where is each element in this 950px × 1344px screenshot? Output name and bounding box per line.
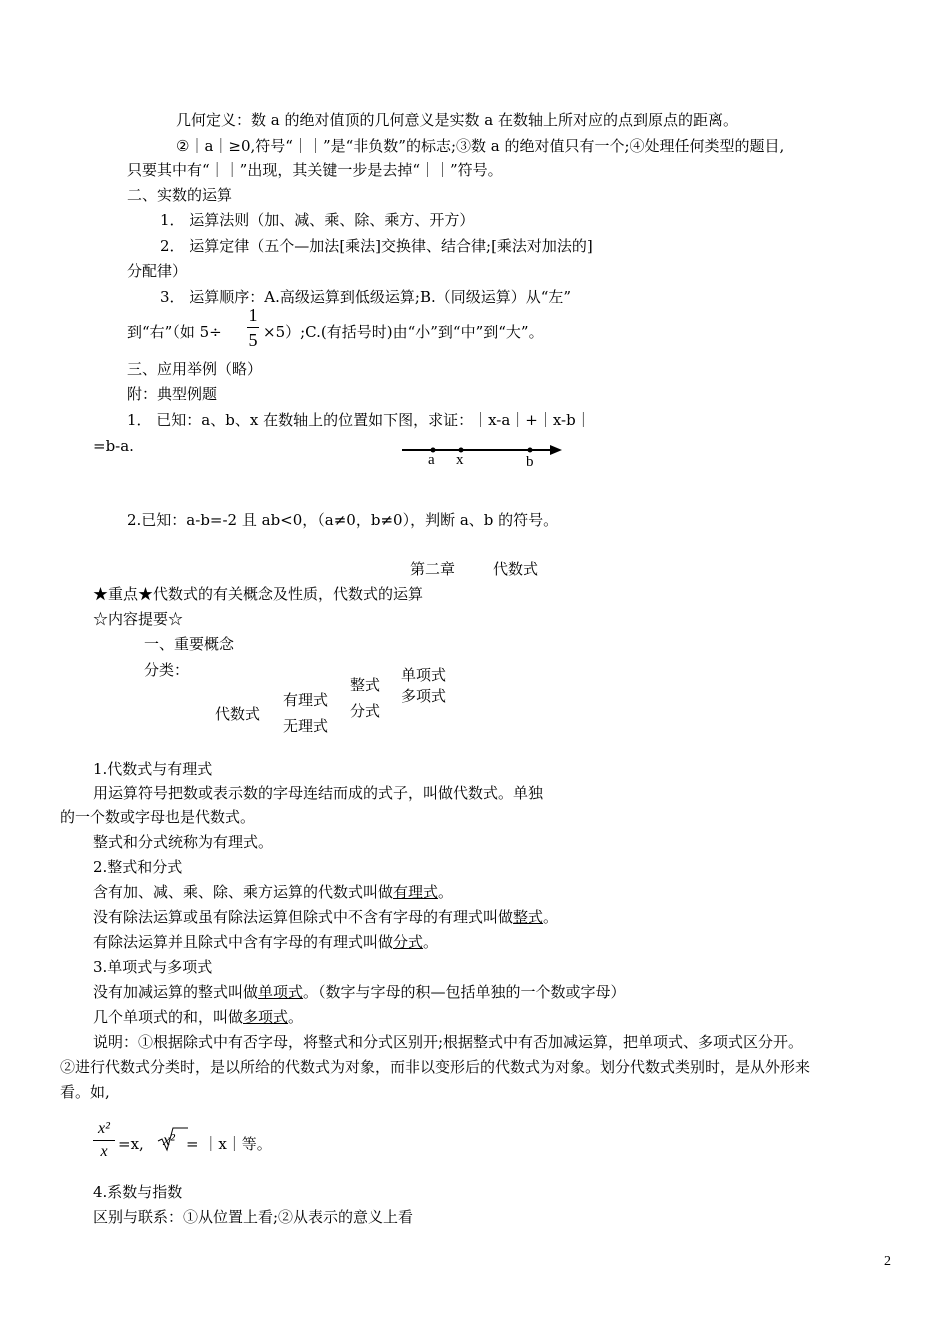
class-monomial: 单项式 — [401, 666, 447, 684]
chapter-title: 代数式 — [493, 560, 539, 578]
fraction-bar — [93, 1140, 115, 1141]
text-line: 整式和分式统称为有理式。 — [93, 833, 274, 851]
class-fractional: 分式 — [350, 702, 381, 720]
text-line — [93, 1007, 303, 1027]
text-line: 1． 运算法则（加、减、乘、除、乘方、开方） — [160, 211, 475, 229]
text-span: 有除法运算并且除式中含有字母的有理式叫做 — [93, 933, 394, 951]
text-span: =x, — [118, 1135, 144, 1153]
text-span: 。（数字与字母的积—包括单独的一个数或字母） — [303, 983, 626, 1001]
text-span: 含有加、减、乘、除、乘方运算的代数式叫做 — [93, 883, 394, 901]
class-irrational: 无理式 — [283, 717, 329, 735]
text-line: 只要其中有“｜｜”出现，其关键一步是去掉“｜｜”符号。 — [127, 161, 503, 179]
fraction-bar — [247, 327, 259, 328]
text-line: 的一个数或字母也是代数式。 — [60, 808, 256, 826]
text-line: 1． 已知：a、b、x 在数轴上的位置如下图，求证：｜x-a｜+｜x-b｜ — [127, 411, 591, 429]
text-span: 。 — [423, 933, 439, 951]
class-root: 代数式 — [215, 705, 261, 723]
text-line: 说明：①根据除式中有否字母，将整式和分式区别开;根据整式中有否加减运算，把单项式、多项式区分开。 — [93, 1033, 804, 1051]
term-integral: 整式 — [513, 908, 544, 926]
number-line — [400, 440, 570, 460]
text-line: 2． 运算定律（五个—加法[乘法]交换律、结合律;[乘法对加法的] — [160, 237, 593, 255]
text-span: = ｜x｜等。 — [186, 1135, 272, 1153]
subsection-heading: 2.整式和分式 — [93, 858, 183, 876]
text-line: 附：典型例题 — [127, 385, 218, 403]
page-number: 2 — [884, 1254, 891, 1269]
subsection-heading: 1.代数式与有理式 — [93, 760, 213, 778]
text-line: =b-a. — [93, 437, 134, 455]
text-span: 。 — [288, 1008, 304, 1026]
sqrt-radicand: x² — [163, 1132, 175, 1149]
label-x: x — [456, 452, 464, 468]
text-span: 没有加减运算的整式叫做 — [93, 983, 259, 1001]
text-line: 几何定义：数 a 的绝对值顶的几何意义是实数 a 在数轴上所对应的点到原点的距离。 — [176, 111, 738, 129]
term-monomial: 单项式 — [258, 983, 304, 1001]
text-line: 看。如, — [60, 1083, 110, 1101]
fraction-one-fifth — [247, 305, 259, 350]
text-line: 区别与联系：①从位置上看;②从表示的意义上看 — [93, 1208, 414, 1226]
term-polynomial: 多项式 — [243, 1008, 289, 1026]
section-heading: 三、应用举例（略） — [127, 360, 263, 378]
label-b: b — [526, 454, 534, 470]
text-span: 。 — [438, 883, 454, 901]
section-heading: 二、实数的运算 — [127, 186, 233, 204]
text-line: 用运算符号把数或表示数的字母连结而成的式子，叫做代数式。单独 — [93, 784, 544, 802]
key-point-line: ★重点★代数式的有关概念及性质，代数式的运算 — [93, 585, 424, 603]
fraction-denominator: 5 — [248, 330, 258, 350]
class-integral: 整式 — [350, 676, 381, 694]
label-a: a — [428, 452, 435, 468]
text-line — [93, 982, 626, 1002]
text-line: 3． 运算顺序：A.高级运算到低级运算;B.（同级运算）从“左” — [160, 288, 572, 306]
fraction-numerator: 1 — [248, 305, 258, 325]
fraction-x2-over-x — [93, 1120, 115, 1161]
class-polynomial: 多项式 — [401, 687, 447, 705]
term-rational: 有理式 — [393, 883, 439, 901]
term-fractional: 分式 — [393, 933, 424, 951]
number-line-arrow — [550, 445, 562, 455]
chapter-number: 第二章 — [410, 560, 456, 578]
class-rational: 有理式 — [283, 691, 329, 709]
text-line — [93, 907, 558, 927]
summary-heading: ☆内容提要☆ — [93, 610, 184, 628]
text-line: 2.已知：a-b=-2 且 ab<0，（a≠0，b≠0），判断 a、b 的符号。 — [127, 511, 559, 529]
text-line: ×5）;C.(有括号时)由“小”到“中”到“大”。 — [263, 323, 544, 341]
fraction-numerator: x² — [98, 1120, 110, 1137]
text-span: 几个单项式的和，叫做 — [93, 1008, 244, 1026]
text-line: ②｜a｜≥0,符号“｜｜”是“非负数”的标志;③数 a 的绝对值只有一个;④处理任何类型的题目, — [176, 137, 785, 155]
text-line: 分类： — [144, 661, 190, 679]
text-line — [93, 882, 453, 902]
point-b — [528, 448, 533, 453]
text-line — [93, 932, 438, 952]
fraction-denominator: x — [100, 1143, 108, 1160]
text-span: 。 — [543, 908, 559, 926]
text-line: 分配律） — [127, 262, 188, 280]
text-line: 到“右”（如 5÷ — [127, 323, 222, 341]
subsection-heading: 3.单项式与多项式 — [93, 958, 213, 976]
text-span: 没有除法运算或虽有除法运算但除式中不含有字母的有理式叫做 — [93, 908, 514, 926]
subsection-heading: 4.系数与指数 — [93, 1183, 183, 1201]
section-heading: 一、重要概念 — [144, 635, 235, 653]
text-line: ②进行代数式分类时，是以所给的代数式为对象，而非以变形后的代数式为对象。划分代数式类别时，是从外形来 — [60, 1058, 811, 1076]
